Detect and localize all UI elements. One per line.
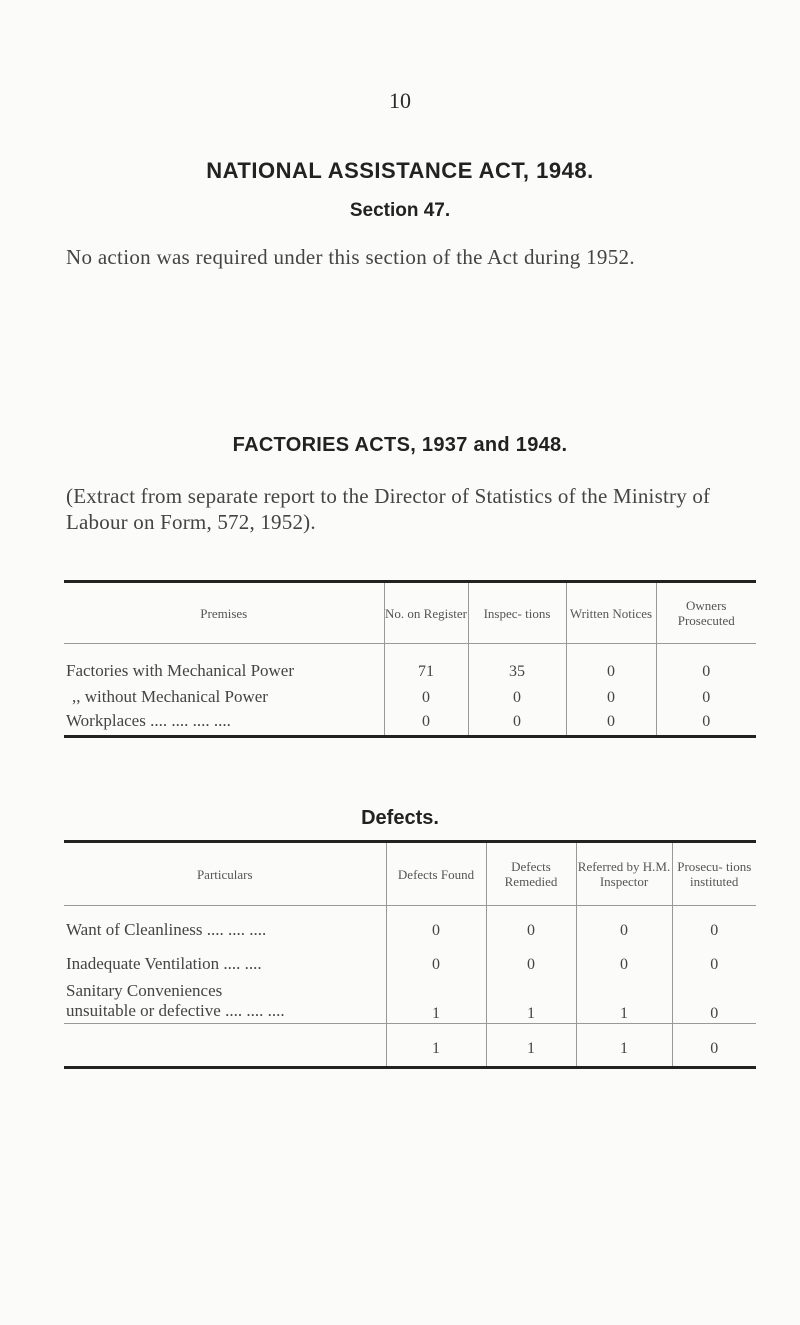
defects-heading: Defects. xyxy=(361,807,439,829)
cell: 0 xyxy=(566,644,656,681)
factories-extract-text: (Extract from separate report to the Director of Statistics of the Ministry of Labour on Form, 572, 1952). xyxy=(66,484,711,534)
total-cell: 0 xyxy=(672,1024,756,1068)
table-row xyxy=(64,974,756,1024)
prosecuted-header: Owners Prosecuted xyxy=(656,582,756,644)
factories-acts-heading: FACTORIES ACTS, 1937 and 1948. xyxy=(232,434,568,456)
notices-header: Written Notices xyxy=(566,582,656,644)
total-cell: 1 xyxy=(576,1024,672,1068)
premises-table xyxy=(64,580,756,738)
row-label: Factories with Mechanical Power xyxy=(66,660,295,680)
table-row xyxy=(64,644,756,681)
cell: 0 xyxy=(386,906,486,940)
cell: 0 xyxy=(656,644,756,681)
cell: 0 xyxy=(468,681,566,707)
table-row xyxy=(64,707,756,737)
total-cell: 1 xyxy=(486,1024,576,1068)
table-row xyxy=(64,906,756,940)
cell: 0 xyxy=(576,940,672,974)
row-label: Want of Cleanliness .... .... .... xyxy=(66,919,267,939)
row-label: ,, without Mechanical Power xyxy=(72,686,268,706)
national-assistance-heading: NATIONAL ASSISTANCE ACT, 1948. xyxy=(206,158,594,183)
cell: 1 xyxy=(486,974,576,1024)
cell: 0 xyxy=(656,707,756,737)
cell: 0 xyxy=(672,974,756,1024)
totals-label xyxy=(64,1024,386,1068)
defects-table xyxy=(64,840,756,1069)
cell: 0 xyxy=(486,940,576,974)
cell: 0 xyxy=(566,707,656,737)
cell: 0 xyxy=(576,906,672,940)
section-47-text: No action was required under this section of the Act during 1952. xyxy=(66,245,635,269)
register-header: No. on Register xyxy=(384,582,468,644)
instituted-header: Prosecu- tions instituted xyxy=(672,842,756,906)
cell: 0 xyxy=(386,940,486,974)
premises-header: Premises xyxy=(64,582,384,644)
row-label: Workplaces .... .... .... .... xyxy=(66,711,231,730)
table-row xyxy=(64,940,756,974)
page-number: 10 xyxy=(389,88,411,113)
section-47-heading: Section 47. xyxy=(349,200,451,221)
particulars-header: Particulars xyxy=(64,842,386,906)
cell: 0 xyxy=(656,681,756,707)
table-row xyxy=(64,681,756,707)
cell: 1 xyxy=(386,974,486,1024)
cell: 35 xyxy=(468,644,566,681)
cell: 0 xyxy=(384,681,468,707)
inspections-header: Inspec- tions xyxy=(468,582,566,644)
cell: 71 xyxy=(384,644,468,681)
total-cell: 1 xyxy=(386,1024,486,1068)
cell: 0 xyxy=(566,681,656,707)
totals-row xyxy=(64,1024,756,1068)
cell: 0 xyxy=(384,707,468,737)
found-header: Defects Found xyxy=(386,842,486,906)
cell: 0 xyxy=(672,940,756,974)
row-label: Inadequate Ventilation .... .... xyxy=(66,953,262,973)
row-label: Sanitary Conveniences unsuitable or defective .... .... .... xyxy=(66,981,285,1020)
referred-header: Referred by H.M. Inspector xyxy=(576,842,672,906)
cell: 0 xyxy=(672,906,756,940)
remedied-header: Defects Remedied xyxy=(486,842,576,906)
cell: 1 xyxy=(576,974,672,1024)
cell: 0 xyxy=(468,707,566,737)
cell: 0 xyxy=(486,906,576,940)
